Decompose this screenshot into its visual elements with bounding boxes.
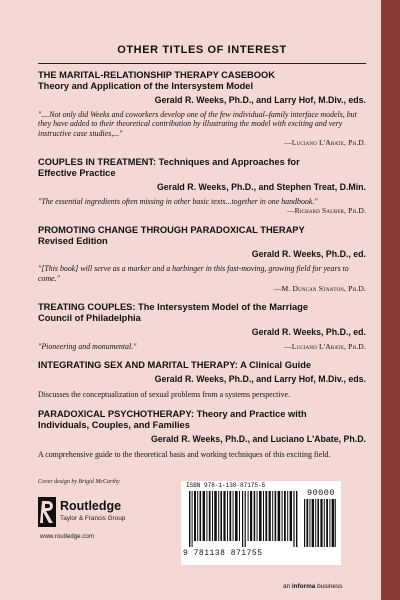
- quote-attribution: —M. Duncan Stanton, Ph.D.: [273, 283, 366, 293]
- publisher-block: [38, 497, 148, 557]
- book-entry: [38, 302, 366, 351]
- book-authors: Gerald R. Weeks, Ph.D., ed.: [251, 249, 366, 260]
- book-quote: "[This book] will serve as a marker and a harbinger in this fast-moving, growing field for years to come.": [38, 264, 349, 283]
- book-entry: [38, 225, 366, 293]
- book-subtitle: Effective Practice: [38, 167, 116, 178]
- informa-brand: informa: [291, 583, 316, 590]
- informa-credit: [283, 583, 342, 590]
- book-entry: [38, 360, 366, 400]
- book-authors: Gerald R. Weeks, Ph.D., and Luciano L'Abate, Ph.D.: [150, 433, 366, 444]
- publisher-group: Taylor & Francis Group: [60, 515, 126, 522]
- book-entry: [38, 409, 366, 459]
- barcode-icon: [189, 491, 299, 547]
- routledge-r-logo-icon: [38, 497, 56, 527]
- quote-row: [38, 342, 366, 352]
- informa-suffix: business: [317, 583, 343, 590]
- book-quote: "....Not only did Weeks and coworkers develop one of the few individual–family interface models, but they have added to their theoretical contribution by illustrating the model with exciting and very instructive case studies,...": [38, 109, 357, 138]
- book-quote: "The essential ingredients often missing in other basic texts...together in one handbook.": [38, 196, 318, 206]
- book-title: THE MARITAL-RELATIONSHIP THERAPY CASEBOOK: [38, 70, 275, 80]
- isbn-text: ISBN 978-1-138-87175-5: [186, 482, 266, 489]
- book-description: A comprehensive guide to the theoretical basis and working techniques of this exciting field.: [38, 449, 331, 459]
- book-entry: [38, 70, 366, 148]
- book-subtitle: Individuals, Couples, and Families: [38, 419, 190, 430]
- quote-attribution: —Luciano L'Abate, Ph.D.: [284, 138, 366, 148]
- book-quote: "Pioneering and monumental.": [38, 341, 137, 351]
- book-title: INTEGRATING SEX AND MARITAL THERAPY: A Clinical Guide: [38, 360, 312, 371]
- book-description: Discusses the conceptualization of sexual problems from a systems perspective.: [38, 390, 290, 400]
- publisher-url[interactable]: www.routledge.com: [40, 533, 94, 540]
- book-authors: Gerald R. Weeks, Ph.D., and Larry Hof, M.Div., eds.: [154, 374, 366, 385]
- book-subtitle: Council of Philadelphia: [38, 312, 141, 323]
- quote-attribution: —Luciano L'Abate, Ph.D.: [284, 341, 366, 351]
- book-title: COUPLES IN TREATMENT: Techniques and Approaches for: [38, 156, 300, 167]
- price-code: 90000: [306, 488, 335, 498]
- cover-design-credit: Cover design by Brigid McCarthy: [38, 479, 120, 485]
- heading-rule: [38, 63, 366, 64]
- book-authors: Gerald R. Weeks, Ph.D., ed.: [251, 326, 366, 337]
- book-entry: [38, 157, 366, 216]
- book-title: PARADOXICAL PSYCHOTHERAPY: Theory and Practice with: [38, 408, 307, 419]
- quote-attribution: —Richard Sauber, Ph.D.: [286, 206, 366, 216]
- book-subtitle: Theory and Application of the Intersystem Model: [38, 80, 254, 91]
- barcode-number: 9 781138 871755: [183, 549, 263, 558]
- book-title: TREATING COUPLES: The Intersystem Model of the Marriage: [38, 302, 308, 313]
- book-title: PROMOTING CHANGE THROUGH PARADOXICAL THERAPY: [38, 224, 305, 235]
- book-authors: Gerald R. Weeks, Ph.D., and Larry Hof, M.Div., eds.: [154, 94, 366, 105]
- publisher-name: Routledge: [60, 499, 122, 513]
- book-authors: Gerald R. Weeks, Ph.D., and Stephen Treat, D.Min.: [156, 181, 366, 192]
- informa-prefix: an: [283, 583, 291, 590]
- barcode-box: [181, 481, 341, 565]
- titles-list: [38, 44, 366, 468]
- book-subtitle: Revised Edition: [38, 235, 108, 246]
- section-heading: OTHER TITLES OF INTEREST: [117, 44, 287, 56]
- spine-strip: [381, 0, 400, 600]
- price-barcode-icon: [304, 499, 336, 547]
